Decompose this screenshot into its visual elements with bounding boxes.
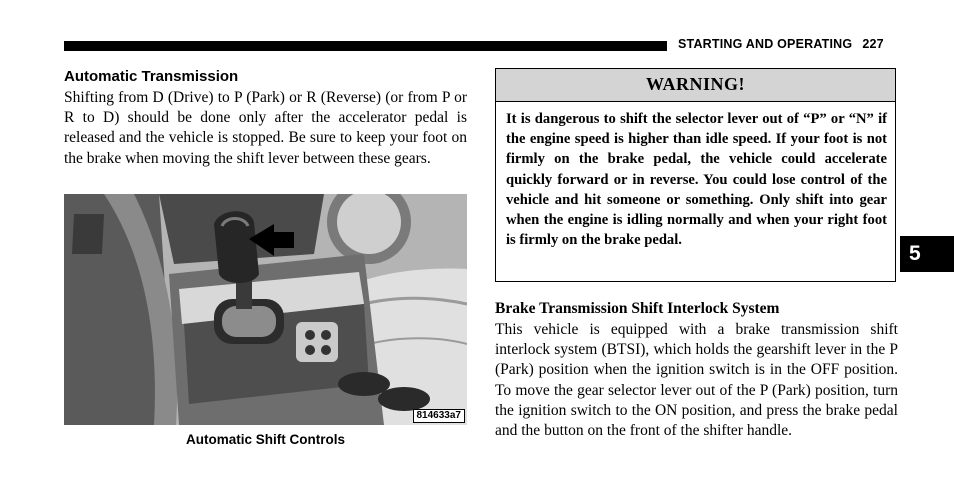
warning-box — [495, 68, 896, 282]
btsi-subheading: Brake Transmission Shift Interlock System — [495, 300, 780, 317]
btsi-paragraph: This vehicle is equipped with a brake transmission shift interlock system (BTSI), which holds the gearshift lever in the P (Park) position when the ignition switch is in the OFF position. To move the gear selector lever out of the P (Park) position, turn the ignition switch to the ON position, and press the brake pedal and the button on the front of the shifter handle. — [495, 321, 898, 440]
header-section: STARTING AND OPERATING — [678, 37, 853, 51]
transmission-paragraph: Shifting from D (Drive) to P (Park) or R (Reverse) (or from P or R to D) should be done only after the accelerator pedal is released and the vehicle is stopped. Be sure to keep your foot on the brake when moving the shift lever between these gears. — [64, 89, 467, 167]
shift-controls-photo — [64, 194, 467, 425]
figure-code-label: 814633a7 — [413, 409, 466, 423]
warning-heading: WARNING! — [496, 69, 895, 102]
page-number: 227 — [862, 37, 884, 51]
running-header — [678, 37, 884, 51]
header-rule — [64, 41, 667, 51]
chapter-tab: 5 — [900, 236, 954, 272]
figure-caption: Automatic Shift Controls — [186, 432, 345, 447]
section-title: Automatic Transmission — [64, 68, 239, 85]
warning-text: It is dangerous to shift the selector lever out of “P” or “N” if the engine speed is higher than idle speed. If your foot is not firmly on the brake pedal, the vehicle could accelerate quickly forward or in reverse. You could lose control of the vehicle and hit someone or something. Only shift into gear when the engine is idling normally and when your right foot is firmly on the brake pedal. — [506, 111, 887, 249]
